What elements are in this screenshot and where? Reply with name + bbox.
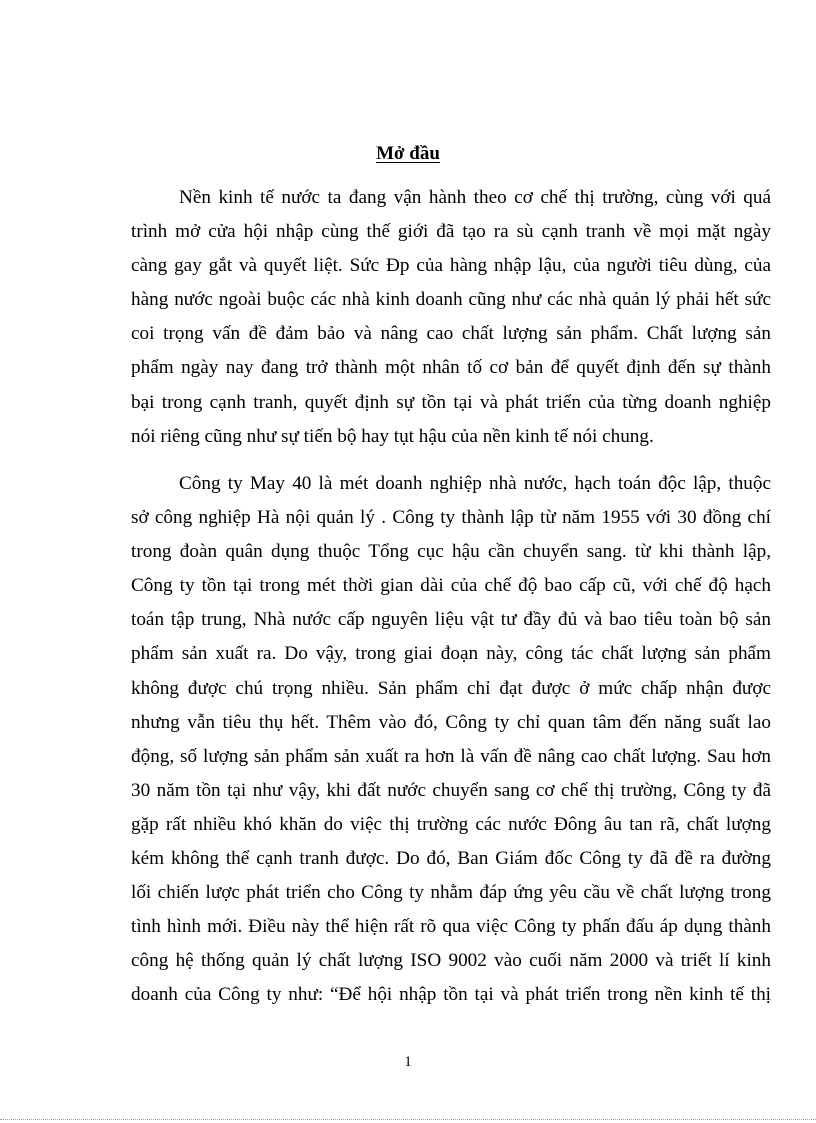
- text-line: toán tập trung, Nhà nước cấp nguyên liệu vật tư đầy đủ và bao tiêu toàn bộ sản: [131, 609, 771, 631]
- text-line: trình mở cửa hội nhập cùng thế giới đã tạo ra sù cạnh tranh về mọi mặt ngày: [131, 221, 771, 243]
- text-line: coi trọng vấn đề đảm bảo và nâng cao chất lượng sản phẩm. Chất lượng sản: [131, 323, 771, 345]
- text-line: trong đoàn quân dụng thuộc Tổng cục hậu cần chuyển sang. từ khi thành lập,: [131, 541, 771, 563]
- text-line: gặp rất nhiều khó khăn do việc thị trường các nước Đông âu tan rã, chất lượng: [131, 813, 771, 835]
- text-line: phẩm sản xuất ra. Do vậy, trong giai đoạn này, công tác chất lượng sản phẩm: [131, 643, 771, 665]
- text-line: tình hình mới. Điều này thể hiện rất rõ qua việc Công ty phấn đấu áp dụng thành: [131, 916, 771, 938]
- text-line: sở công nghiệp Hà nội quản lý . Công ty thành lập từ năm 1955 với 30 đồng chí: [131, 507, 771, 529]
- text-line: công hệ thống quản lý chất lượng ISO 9002 vào cuối năm 2000 và triết lí kinh: [131, 950, 771, 972]
- text-line: Nền kinh tế nước ta đang vận hành theo cơ chế thị trường, cùng với quá: [179, 187, 771, 208]
- text-line: Công ty May 40 là mét doanh nghiệp nhà nước, hạch toán độc lập, thuộc: [179, 473, 771, 494]
- text-line: Công ty tồn tại trong mét thời gian dài của chế độ bao cấp cũ, với chế độ hạch: [131, 575, 771, 597]
- text-line: lối chiến lược phát triển cho Công ty nhằm đáp ứng yêu cầu về chất lượng trong: [131, 882, 771, 904]
- text-line: bại trong cạnh tranh, quyết định sự tồn tại và phát triển của từng doanh nghiệp: [131, 391, 771, 413]
- paragraph-company: [131, 467, 771, 1013]
- text-line: nói riêng cũng như sự tiến bộ hay tụt hậu của nền kinh tế nói chung.: [131, 425, 654, 447]
- text-line: nhưng vẫn tiêu thụ hết. Thêm vào đó, Công ty chỉ quan tâm đến năng suất lao: [131, 711, 771, 733]
- page-number: 1: [404, 1054, 412, 1070]
- text-line: hàng nước ngoài buộc các nhà kinh doanh cũng như các nhà quản lý phải hết sức: [131, 289, 771, 311]
- text-line: không được chú trọng nhiều. Sản phẩm chỉ đạt được ở mức chấp nhận được: [131, 677, 771, 699]
- page-boundary-divider: [0, 1119, 816, 1120]
- text-line: 30 năm tồn tại như vậy, khi đất nước chuyển sang cơ chế thị trường, Công ty đã: [131, 779, 771, 801]
- page-title: Mở đầu: [376, 143, 440, 164]
- text-line: càng gay gắt và quyết liệt. Sức Ðp của hàng nhập lậu, của người tiêu dùng, của: [131, 255, 771, 277]
- text-line: phẩm ngày nay đang trở thành một nhân tố cơ bản để quyết định đến sự thành: [131, 357, 771, 379]
- text-line: động, số lượng sản phẩm sản xuất ra hơn là vấn đề nâng cao chất lượng. Sau hơn: [131, 745, 771, 767]
- paragraph-intro: [131, 181, 771, 454]
- text-line: kém không thể cạnh tranh được. Do đó, Ban Giám đốc Công ty đã đề ra đường: [131, 848, 771, 870]
- text-line: doanh của Công ty như: “Để hội nhập tồn tại và phát triển trong nền kinh tế thị: [131, 984, 771, 1006]
